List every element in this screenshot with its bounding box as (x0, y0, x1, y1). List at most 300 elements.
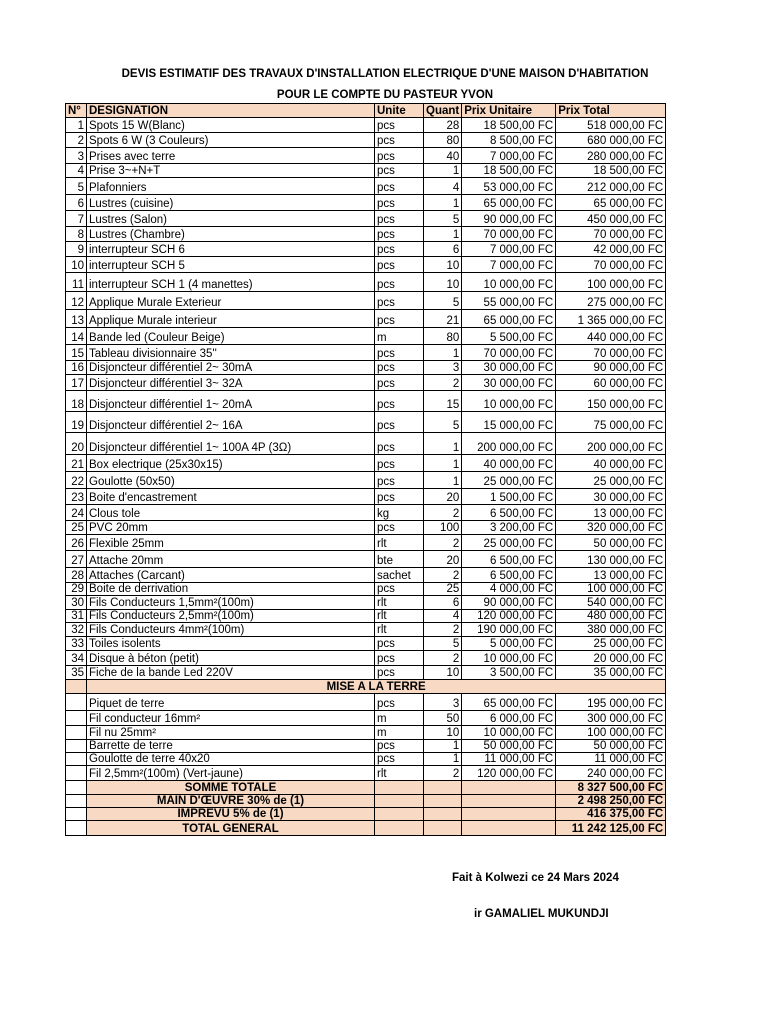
row-unit-price: 5 000,00 FC (462, 637, 556, 651)
row-designation: PVC 20mm (87, 521, 375, 535)
table-row (66, 651, 666, 666)
row-number: 4 (66, 164, 87, 178)
row-unit: rlt (375, 535, 424, 551)
total-row (66, 795, 666, 808)
row-total-price: 540 000,00 FC (556, 596, 666, 610)
row-designation: interrupteur SCH 1 (4 manettes) (87, 273, 375, 292)
row-designation: Fil 2,5mm²(100m) (Vert-jaune) (87, 766, 375, 781)
table-row (66, 535, 666, 551)
row-designation: Barrette de terre (87, 740, 375, 753)
row-unit-price: 90 000,00 FC (462, 211, 556, 227)
row-quantity: 4 (424, 610, 462, 623)
row-total-price: 13 000,00 FC (556, 568, 666, 583)
row-unit-price: 90 000,00 FC (462, 596, 556, 610)
row-total-price: 35 000,00 FC (556, 666, 666, 680)
total-blank (375, 808, 424, 821)
row-number: 20 (66, 433, 87, 455)
row-quantity: 5 (424, 412, 462, 433)
row-number: 24 (66, 505, 87, 521)
row-quantity: 40 (424, 148, 462, 164)
row-unit: pcs (375, 242, 424, 257)
row-designation: Applique Murale Exterieur (87, 292, 375, 310)
row-unit: sachet (375, 568, 424, 583)
row-designation: interrupteur SCH 5 (87, 257, 375, 273)
row-number: 26 (66, 535, 87, 551)
row-unit: m (375, 328, 424, 345)
row-quantity: 1 (424, 195, 462, 211)
row-unit: pcs (375, 211, 424, 227)
row-unit-price: 25 000,00 FC (462, 535, 556, 551)
row-quantity: 20 (424, 489, 462, 505)
row-total-price: 280 000,00 FC (556, 148, 666, 164)
row-quantity: 1 (424, 227, 462, 242)
row-designation: Box electrique (25x30x15) (87, 455, 375, 472)
table-row (66, 345, 666, 361)
row-unit: pcs (375, 740, 424, 753)
row-unit: rlt (375, 766, 424, 781)
row-quantity: 2 (424, 505, 462, 521)
row-number: 9 (66, 242, 87, 257)
row-total-price: 150 000,00 FC (556, 391, 666, 412)
row-number: 7 (66, 211, 87, 227)
row-total-price: 480 000,00 FC (556, 610, 666, 623)
table-row (66, 551, 666, 568)
row-unit: pcs (375, 489, 424, 505)
row-designation: Clous tole (87, 505, 375, 521)
signature-name: ir GAMALIEL MUKUNDJI (474, 908, 609, 920)
row-designation: Bande led (Couleur Beige) (87, 328, 375, 345)
row-unit-price: 200 000,00 FC (462, 433, 556, 455)
row-unit: pcs (375, 391, 424, 412)
row-unit: pcs (375, 455, 424, 472)
total-value: 11 242 125,00 FC (556, 821, 666, 836)
row-designation: Fils Conducteurs 1,5mm²(100m) (87, 596, 375, 610)
table-row (66, 273, 666, 292)
row-quantity: 4 (424, 178, 462, 195)
total-value: 8 327 500,00 FC (556, 781, 666, 795)
row-number (66, 711, 87, 726)
row-unit: pcs (375, 133, 424, 148)
row-unit-price: 3 500,00 FC (462, 666, 556, 680)
row-designation: Fils Conducteurs 2,5mm²(100m) (87, 610, 375, 623)
table-row (66, 164, 666, 178)
row-unit-price: 40 000,00 FC (462, 455, 556, 472)
row-quantity: 6 (424, 596, 462, 610)
row-number (66, 753, 87, 766)
row-unit-price: 8 500,00 FC (462, 133, 556, 148)
row-total-price: 70 000,00 FC (556, 257, 666, 273)
table-row (66, 521, 666, 535)
row-unit-price: 10 000,00 FC (462, 391, 556, 412)
row-total-price: 518 000,00 FC (556, 118, 666, 133)
row-quantity: 10 (424, 257, 462, 273)
row-unit: pcs (375, 361, 424, 375)
row-total-price: 30 000,00 FC (556, 489, 666, 505)
row-number: 21 (66, 455, 87, 472)
row-unit: pcs (375, 666, 424, 680)
row-total-price: 90 000,00 FC (556, 361, 666, 375)
row-unit-price: 65 000,00 FC (462, 310, 556, 328)
total-blank (462, 781, 556, 795)
row-designation: Boite d'encastrement (87, 489, 375, 505)
row-quantity: 5 (424, 292, 462, 310)
row-total-price: 320 000,00 FC (556, 521, 666, 535)
row-unit-price: 65 000,00 FC (462, 195, 556, 211)
row-quantity: 10 (424, 666, 462, 680)
row-unit: pcs (375, 195, 424, 211)
row-total-price: 60 000,00 FC (556, 375, 666, 391)
row-quantity: 5 (424, 637, 462, 651)
row-unit-price: 25 000,00 FC (462, 472, 556, 489)
row-total-price: 42 000,00 FC (556, 242, 666, 257)
place-date: Fait à Kolwezi ce 24 Mars 2024 (452, 872, 619, 884)
row-quantity: 2 (424, 766, 462, 781)
row-number (66, 766, 87, 781)
total-value: 2 498 250,00 FC (556, 795, 666, 808)
header-no: N° (66, 104, 87, 118)
total-row (66, 781, 666, 795)
total-label: MAIN D'ŒUVRE 30% de (1) (87, 795, 375, 808)
row-total-price: 100 000,00 FC (556, 583, 666, 596)
table-header (66, 104, 666, 118)
row-total-price: 50 000,00 FC (556, 740, 666, 753)
total-blank (462, 795, 556, 808)
row-total-price: 195 000,00 FC (556, 694, 666, 711)
total-blank (462, 808, 556, 821)
row-total-price: 275 000,00 FC (556, 292, 666, 310)
row-total-price: 75 000,00 FC (556, 412, 666, 433)
row-unit: pcs (375, 433, 424, 455)
row-unit: pcs (375, 345, 424, 361)
row-total-price: 25 000,00 FC (556, 637, 666, 651)
row-number: 22 (66, 472, 87, 489)
row-designation: Goulotte de terre 40x20 (87, 753, 375, 766)
row-quantity: 2 (424, 651, 462, 666)
table-row (66, 328, 666, 345)
row-quantity: 1 (424, 753, 462, 766)
row-quantity: 21 (424, 310, 462, 328)
total-blank (424, 781, 462, 795)
row-unit-price: 6 500,00 FC (462, 551, 556, 568)
table-row (66, 211, 666, 227)
row-number: 29 (66, 583, 87, 596)
total-row (66, 808, 666, 821)
row-unit-price: 70 000,00 FC (462, 345, 556, 361)
row-designation: Toiles isolents (87, 637, 375, 651)
row-unit: pcs (375, 178, 424, 195)
row-unit: pcs (375, 118, 424, 133)
row-designation: Lustres (cuisine) (87, 195, 375, 211)
row-unit: pcs (375, 651, 424, 666)
total-label: IMPREVU 5% de (1) (87, 808, 375, 821)
row-quantity: 50 (424, 711, 462, 726)
row-number: 1 (66, 118, 87, 133)
row-number: 35 (66, 666, 87, 680)
row-designation: Flexible 25mm (87, 535, 375, 551)
row-designation: Lustres (Chambre) (87, 227, 375, 242)
row-unit: rlt (375, 596, 424, 610)
total-blank (424, 821, 462, 836)
row-quantity: 10 (424, 726, 462, 740)
row-quantity: 1 (424, 433, 462, 455)
row-designation: Spots 6 W (3 Couleurs) (87, 133, 375, 148)
row-number: 5 (66, 178, 87, 195)
row-total-price: 11 000,00 FC (556, 753, 666, 766)
table-row (66, 583, 666, 596)
row-number: 17 (66, 375, 87, 391)
row-designation: Fil nu 25mm² (87, 726, 375, 740)
row-total-price: 680 000,00 FC (556, 133, 666, 148)
table-row (66, 505, 666, 521)
row-designation: Goulotte (50x50) (87, 472, 375, 489)
row-unit: pcs (375, 753, 424, 766)
table-row (66, 310, 666, 328)
row-unit-price: 18 500,00 FC (462, 164, 556, 178)
row-quantity: 80 (424, 328, 462, 345)
table-row (66, 361, 666, 375)
table-row (66, 118, 666, 133)
row-quantity: 5 (424, 211, 462, 227)
row-unit-price: 55 000,00 FC (462, 292, 556, 310)
row-total-price: 300 000,00 FC (556, 711, 666, 726)
row-number: 25 (66, 521, 87, 535)
row-designation: Disjoncteur différentiel 2~ 16A (87, 412, 375, 433)
row-unit-price: 120 000,00 FC (462, 610, 556, 623)
total-blank (66, 821, 87, 836)
row-total-price: 18 500,00 FC (556, 164, 666, 178)
total-blank (424, 795, 462, 808)
row-total-price: 380 000,00 FC (556, 623, 666, 637)
row-designation: Disjoncteur différentiel 1~ 100A 4P (3Ω) (87, 433, 375, 455)
row-unit: pcs (375, 257, 424, 273)
row-total-price: 1 365 000,00 FC (556, 310, 666, 328)
document-subtitle: POUR LE COMPTE DU PASTEUR YVON (276, 89, 494, 101)
table-row (66, 133, 666, 148)
total-blank (66, 781, 87, 795)
table-row (66, 666, 666, 680)
row-designation: Disjoncteur différentiel 2~ 30mA (87, 361, 375, 375)
row-unit-price: 120 000,00 FC (462, 766, 556, 781)
row-number: 10 (66, 257, 87, 273)
row-quantity: 1 (424, 164, 462, 178)
table-row (66, 292, 666, 310)
total-blank (375, 821, 424, 836)
table-row (66, 148, 666, 164)
header-designation: DESIGNATION (87, 104, 375, 118)
table-row (66, 195, 666, 211)
row-unit-price: 6 000,00 FC (462, 711, 556, 726)
row-number: 31 (66, 610, 87, 623)
section-row (66, 680, 666, 694)
row-quantity: 28 (424, 118, 462, 133)
row-unit-price: 3 200,00 FC (462, 521, 556, 535)
row-designation: Disjoncteur différentiel 1~ 20mA (87, 391, 375, 412)
row-unit-price: 15 000,00 FC (462, 412, 556, 433)
total-blank (375, 781, 424, 795)
row-quantity: 10 (424, 273, 462, 292)
table-row (66, 257, 666, 273)
table-row (66, 242, 666, 257)
total-label: SOMME TOTALE (87, 781, 375, 795)
table-row (66, 375, 666, 391)
row-unit-price: 1 500,00 FC (462, 489, 556, 505)
row-total-price: 450 000,00 FC (556, 211, 666, 227)
row-number: 8 (66, 227, 87, 242)
row-unit: rlt (375, 610, 424, 623)
row-total-price: 65 000,00 FC (556, 195, 666, 211)
row-unit: pcs (375, 164, 424, 178)
total-blank (375, 795, 424, 808)
row-number: 6 (66, 195, 87, 211)
row-number: 34 (66, 651, 87, 666)
row-unit-price: 7 000,00 FC (462, 148, 556, 164)
table-row (66, 753, 666, 766)
row-unit-price: 7 000,00 FC (462, 257, 556, 273)
total-value: 416 375,00 FC (556, 808, 666, 821)
row-unit: kg (375, 505, 424, 521)
row-unit: pcs (375, 637, 424, 651)
row-quantity: 6 (424, 242, 462, 257)
row-designation: Plafonniers (87, 178, 375, 195)
row-unit-price: 10 000,00 FC (462, 651, 556, 666)
row-quantity: 2 (424, 375, 462, 391)
row-unit-price: 7 000,00 FC (462, 242, 556, 257)
row-unit: bte (375, 551, 424, 568)
row-unit-price: 53 000,00 FC (462, 178, 556, 195)
row-unit-price: 50 000,00 FC (462, 740, 556, 753)
row-number: 33 (66, 637, 87, 651)
row-designation: Fils Conducteurs 4mm²(100m) (87, 623, 375, 637)
row-total-price: 13 000,00 FC (556, 505, 666, 521)
row-total-price: 50 000,00 FC (556, 535, 666, 551)
row-designation: Disjoncteur différentiel 3~ 32A (87, 375, 375, 391)
row-unit-price: 5 500,00 FC (462, 328, 556, 345)
row-unit: rlt (375, 623, 424, 637)
row-number (66, 694, 87, 711)
row-quantity: 2 (424, 535, 462, 551)
row-unit: pcs (375, 375, 424, 391)
row-unit: m (375, 726, 424, 740)
row-unit-price: 10 000,00 FC (462, 726, 556, 740)
table-row (66, 412, 666, 433)
row-number: 30 (66, 596, 87, 610)
table-row (66, 489, 666, 505)
table-row (66, 433, 666, 455)
table-row (66, 596, 666, 610)
row-unit: pcs (375, 273, 424, 292)
table-row (66, 178, 666, 195)
header-unit-price: Prix Unitaire (462, 104, 556, 118)
row-designation: Prises avec terre (87, 148, 375, 164)
row-unit: pcs (375, 412, 424, 433)
row-designation: Attache 20mm (87, 551, 375, 568)
row-total-price: 25 000,00 FC (556, 472, 666, 489)
table-row (66, 472, 666, 489)
row-designation: Tableau divisionnaire 35'' (87, 345, 375, 361)
row-designation: Disque à béton (petit) (87, 651, 375, 666)
header-total-price: Prix Total (556, 104, 666, 118)
row-designation: Fiche de la bande Led 220V (87, 666, 375, 680)
table-row (66, 637, 666, 651)
row-total-price: 440 000,00 FC (556, 328, 666, 345)
table-row (66, 711, 666, 726)
row-quantity: 2 (424, 623, 462, 637)
total-blank (462, 821, 556, 836)
row-number: 12 (66, 292, 87, 310)
row-quantity: 1 (424, 345, 462, 361)
table-row (66, 740, 666, 753)
row-quantity: 1 (424, 455, 462, 472)
section-label: MISE A LA TERRE (87, 680, 666, 694)
row-quantity: 1 (424, 472, 462, 489)
row-unit: pcs (375, 472, 424, 489)
row-number: 15 (66, 345, 87, 361)
row-total-price: 100 000,00 FC (556, 273, 666, 292)
row-number: 27 (66, 551, 87, 568)
row-unit-price: 30 000,00 FC (462, 375, 556, 391)
quote-table (65, 103, 666, 836)
row-unit-price: 18 500,00 FC (462, 118, 556, 133)
row-unit-price: 4 000,00 FC (462, 583, 556, 596)
row-unit-price: 30 000,00 FC (462, 361, 556, 375)
row-quantity: 1 (424, 740, 462, 753)
table-row (66, 455, 666, 472)
row-designation: Fil conducteur 16mm² (87, 711, 375, 726)
row-number: 28 (66, 568, 87, 583)
row-number: 13 (66, 310, 87, 328)
total-blank (66, 795, 87, 808)
row-unit: pcs (375, 521, 424, 535)
row-unit-price: 65 000,00 FC (462, 694, 556, 711)
row-number: 23 (66, 489, 87, 505)
row-number (66, 740, 87, 753)
row-unit-price: 10 000,00 FC (462, 273, 556, 292)
section-blank (66, 680, 87, 694)
document-title: DEVIS ESTIMATIF DES TRAVAUX D'INSTALLATION ELECTRIQUE D'UNE MAISON D'HABITATION (121, 68, 649, 80)
row-total-price: 240 000,00 FC (556, 766, 666, 781)
table-row (66, 568, 666, 583)
row-number: 11 (66, 273, 87, 292)
total-blank (66, 808, 87, 821)
row-designation: interrupteur SCH 6 (87, 242, 375, 257)
row-total-price: 100 000,00 FC (556, 726, 666, 740)
table-row (66, 610, 666, 623)
header-unit: Unite (375, 104, 424, 118)
row-quantity: 3 (424, 694, 462, 711)
row-number: 19 (66, 412, 87, 433)
row-quantity: 2 (424, 568, 462, 583)
row-total-price: 70 000,00 FC (556, 345, 666, 361)
row-unit: pcs (375, 148, 424, 164)
row-unit: pcs (375, 583, 424, 596)
table-row (66, 726, 666, 740)
row-total-price: 20 000,00 FC (556, 651, 666, 666)
row-quantity: 20 (424, 551, 462, 568)
row-designation: Prise 3~+N+T (87, 164, 375, 178)
row-designation: Attaches (Carcant) (87, 568, 375, 583)
row-designation: Applique Murale interieur (87, 310, 375, 328)
total-blank (424, 808, 462, 821)
row-unit: pcs (375, 310, 424, 328)
total-row (66, 821, 666, 836)
row-quantity: 15 (424, 391, 462, 412)
row-unit: pcs (375, 292, 424, 310)
row-number: 32 (66, 623, 87, 637)
table-row (66, 227, 666, 242)
row-number: 16 (66, 361, 87, 375)
row-quantity: 25 (424, 583, 462, 596)
row-total-price: 200 000,00 FC (556, 433, 666, 455)
